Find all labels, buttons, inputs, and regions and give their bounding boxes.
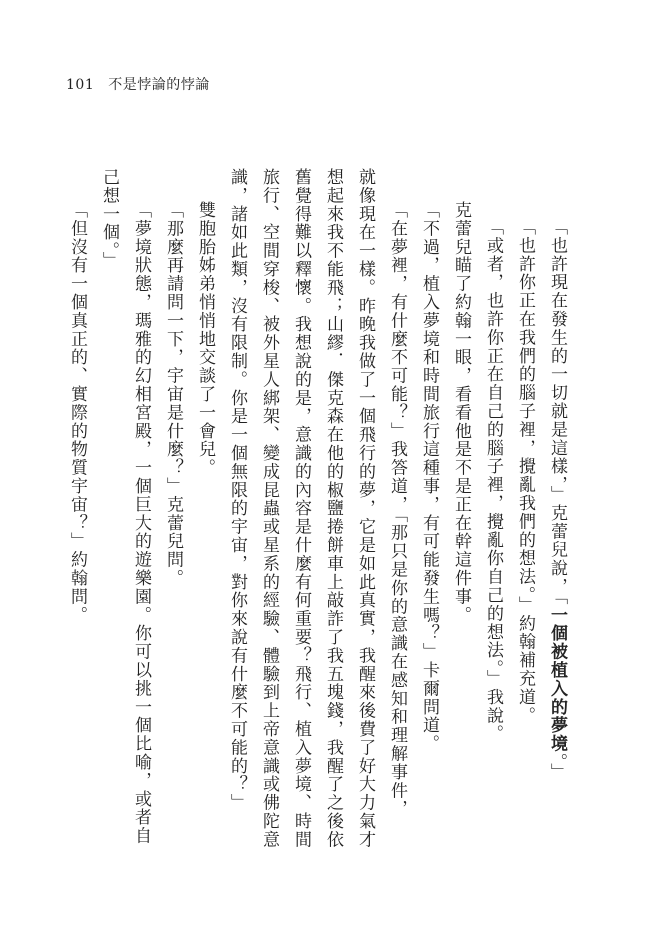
text-line-1: 「也許現在發生的一切就是這樣，」克蕾兒說，「一個被植入的夢境。」 (547, 218, 567, 782)
text-line-11: 識，諸如此類，沒有限制。你是一個無限的宇宙，對你來說有什麼不可能的？」 (227, 168, 247, 812)
text-line-10: 旅行、空間穿梭、被外星人綁架、變成昆蟲或星系的經驗、體驗到上帝意識或佛陀意 (259, 168, 279, 849)
text-line-9: 舊覺得難以釋懷。我想說的是，意識的內容是什麼有何重要？飛行、植入夢境、時間 (291, 168, 311, 849)
text-line-16: 「但沒有一個真正的、實際的物質宇宙？」約翰問。 (67, 201, 87, 625)
text-line-2: 「也許你正在我們的腦子裡，攪亂我們的想法。」約翰補充道。 (515, 218, 535, 725)
text-line-12: 雙胞胎姊弟悄悄地交談了一會兒。 (195, 201, 215, 477)
text-line-14: 「夢境狀態，瑪雅的幻相宮殿，一個巨大的遊樂園。你可以挑一個比喻，或者自 (131, 201, 151, 845)
page-number: 101 (66, 77, 95, 93)
text-line-3: 「或者，也許你正在自己的腦子裡，攪亂你自己的想法。」我說。 (483, 218, 503, 744)
text-line-8: 想起來我不能飛；山繆．傑克森在他的椒鹽捲餅車上敲詐了我五塊錢，我醒了之後依 (323, 168, 343, 849)
chapter-title: 不是悖論的悖論 (108, 77, 210, 93)
text-line-5: 「不過，植入夢境和時間旅行這種事，有可能發生嗎？」卡爾問道。 (419, 201, 439, 753)
text-line-7: 就像現在一樣。昨晚我做了一個飛行的夢，它是如此真實，我醒來後費了好大力氣才 (355, 168, 375, 849)
text-line-15: 己想一個。」 (99, 168, 119, 270)
page-header (66, 74, 210, 94)
text-line-4: 克蕾兒瞄了約翰一眼，看看他是不是正在幹這件事。 (451, 201, 471, 625)
emphasized-text: 一個被植入的夢境 (547, 605, 567, 754)
text-line-13: 「那麼再請問一下，宇宙是什麼？」克蕾兒問。 (163, 201, 183, 588)
text-line-6: 「在夢裡，有什麼不可能？」我答道，「那只是你的意識在感知和理解事件， (387, 201, 407, 819)
